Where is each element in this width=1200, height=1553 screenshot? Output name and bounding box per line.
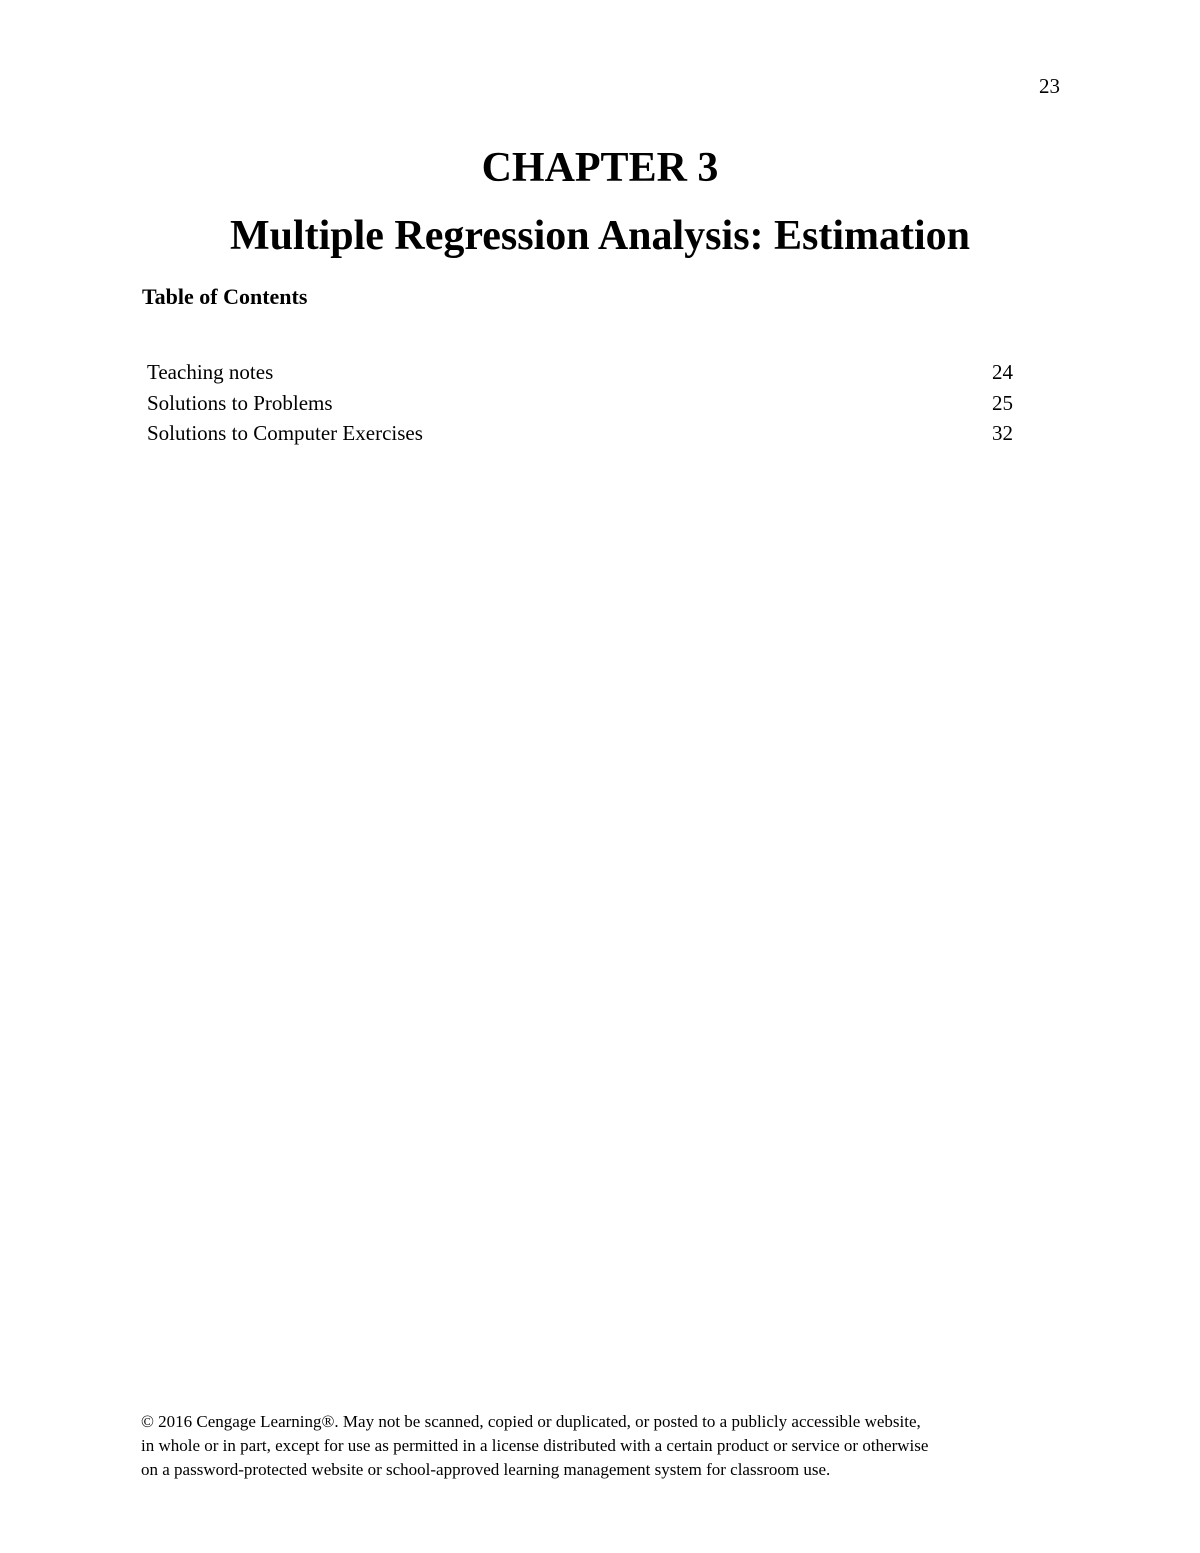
toc-entry-label: Teaching notes: [147, 360, 274, 384]
page-number: 23: [1039, 74, 1060, 98]
copyright-footer: [141, 1410, 1071, 1482]
toc-entry-page: 25: [992, 390, 1013, 415]
toc-entry-solutions-computer-exercises: [147, 418, 1013, 449]
toc-list: [147, 357, 1013, 449]
toc-entry-solutions-problems: [147, 388, 1013, 419]
toc-entry-page: 24: [992, 360, 1013, 384]
chapter-heading: CHAPTER 3: [481, 145, 719, 191]
toc-entry-label: Solutions to Computer Exercises: [147, 421, 423, 445]
chapter-title: Multiple Regression Analysis: Estimation: [229, 213, 971, 259]
copyright-line: in whole or in part, except for use as permitted in a license distributed with a certain product or service or otherwise: [141, 1436, 929, 1455]
toc-entry-label: Solutions to Problems: [147, 390, 333, 415]
toc-heading: Table of Contents: [142, 284, 308, 309]
copyright-line: © 2016 Cengage Learning®. May not be scanned, copied or duplicated, or posted to a publicly accessible website,: [141, 1412, 921, 1431]
toc-entry-page: 32: [992, 421, 1013, 445]
toc-entry-teaching-notes: [147, 357, 1013, 388]
copyright-line: on a password-protected website or school-approved learning management system for classroom use.: [141, 1460, 831, 1479]
